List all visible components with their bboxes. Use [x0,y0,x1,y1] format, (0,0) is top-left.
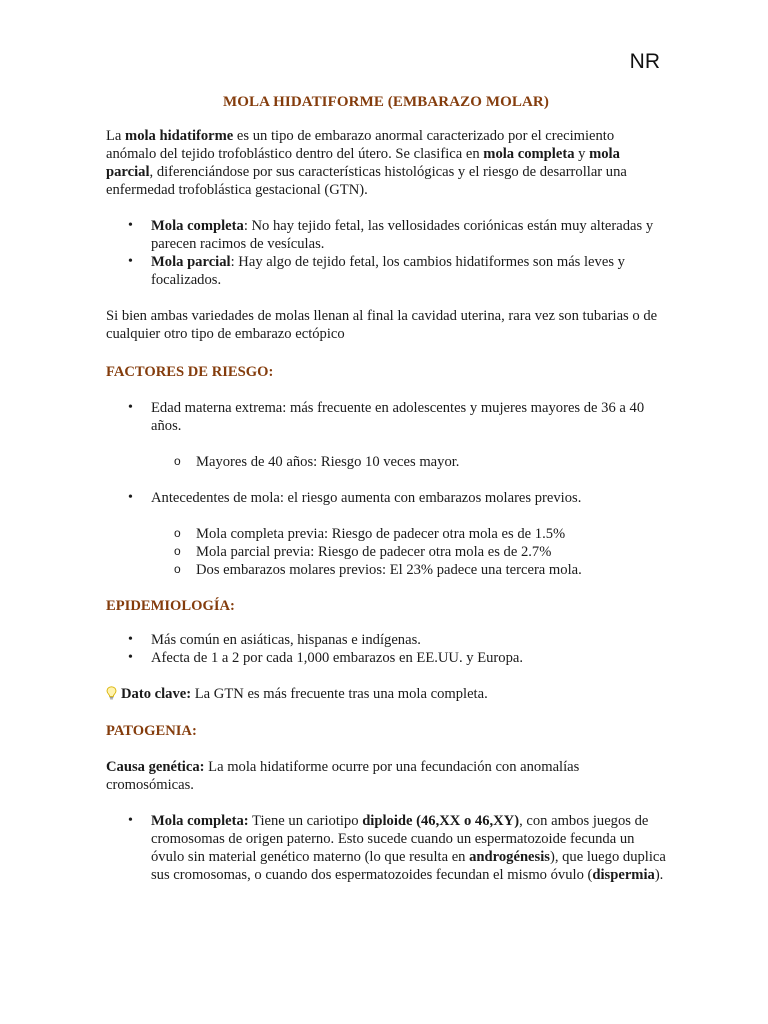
document-body [106,93,666,884]
term-mola-parcial: mola parcial [106,146,620,180]
page-title: MOLA HIDATIFORME (EMBARAZO MOLAR) [223,94,549,110]
mola-types-list [106,217,666,289]
list-item: • Antecedentes de mola: el riesgo aumenta con embarazos molares previos. [106,489,666,507]
list-item: • Más común en asiáticas, hispanas e indígenas. [106,631,666,649]
lightbulb-icon [106,686,117,700]
pathogenesis-heading: PATOGENIA: [106,723,197,739]
intro-paragraph: La mola hidatiforme es un tipo de embarazo anormal caracterizado por el crecimiento anómalo del tejido trofoblástico dentro del útero. Se clasifica en mola completa y mola parcial, diferenciándose por sus características histológicas y el riesgo de desarrollar una enfermedad trofoblástica gestacional (GTN). [106,128,627,198]
epidemiology-list [106,631,666,667]
risk-factors-heading: FACTORES DE RIESGO: [106,364,274,380]
list-item: • Mola parcial: Hay algo de tejido fetal, los cambios hidatiformes son más leves y focalizados. [106,253,666,289]
location-note: Si bien ambas variedades de molas llenan al final la cavidad uterina, rara vez son tubarias o de cualquier otro tipo de embarazo ectópico [106,308,658,342]
risk-sublist-2 [106,525,666,579]
term-mola-hidatiforme: mola hidatiforme [125,128,234,144]
list-item: • Afecta de 1 a 2 por cada 1,000 embarazos en EE.UU. y Europa. [106,649,666,667]
key-fact-label: Dato clave: [121,686,192,702]
list-item: • Mola completa: No hay tejido fetal, las vellosidades coriónicas están muy alteradas y parecen racimos de vesículas. [106,217,666,253]
key-fact: Dato clave: La GTN es más frecuente tras una mola completa. [106,685,666,703]
risk-list-1 [106,399,666,435]
sub-list-item: o Mayores de 40 años: Riesgo 10 veces mayor. [106,453,666,471]
epidemiology-heading: EPIDEMIOLOGÍA: [106,598,235,614]
author-initials: NR [629,50,660,73]
risk-list-2 [106,489,666,507]
sub-list-item: o Mola completa previa: Riesgo de padecer otra mola es de 1.5% [106,525,666,543]
sub-list-item: o Mola parcial previa: Riesgo de padecer otra mola es de 2.7% [106,543,666,561]
list-item: • Mola completa: Tiene un cariotipo diploide (46,XX o 46,XY), con ambos juegos de cromosomas de origen paterno. Esto sucede cuando un espermatozoide fecunda un óvulo sin material genético materno (lo que resulta en androgénesis), que luego duplica sus cromosomas, o cuando dos espermatozoides fecundan el mismo óvulo (dispermia). [106,812,666,884]
list-item: • Edad materna extrema: más frecuente en adolescentes y mujeres mayores de 36 a 40 años. [106,399,666,435]
term-mola-completa: mola completa [483,146,575,162]
pathogenesis-list [106,812,666,884]
sub-list-item: o Dos embarazos molares previos: El 23% padece una tercera mola. [106,561,666,579]
risk-sublist-1 [106,453,666,471]
genetic-cause-paragraph: Causa genética: La mola hidatiforme ocurre por una fecundación con anomalías cromosómicas. [106,759,580,793]
